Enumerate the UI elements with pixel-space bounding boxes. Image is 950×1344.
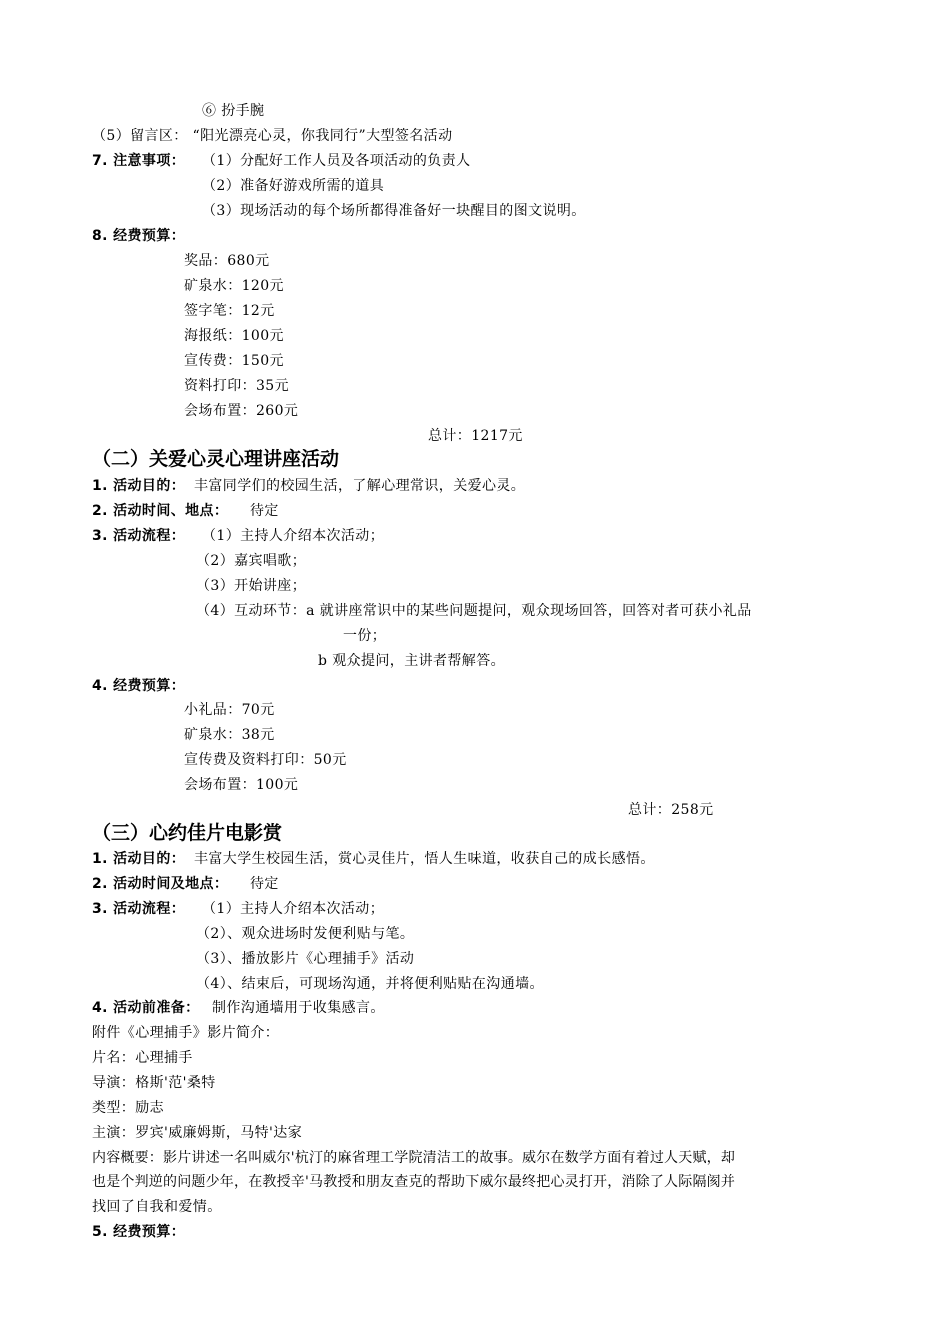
message-area-line: （5）留言区： “阳光漂亮心灵，你我同行”大型签名活动 xyxy=(92,128,453,144)
budget-item: 会场布置：100元 xyxy=(184,777,299,793)
flow-step: 一份； xyxy=(343,628,387,644)
budget-label: 5. 经费预算： xyxy=(92,1224,186,1240)
note-line: （3）现场活动的每个场所都得准备好一块醒目的图文说明。 xyxy=(202,203,586,219)
note-line: （1）分配好工作人员及各项活动的负责人 xyxy=(202,153,471,169)
flow-step: （1）主持人介绍本次活动； xyxy=(202,528,385,544)
flow-step: （2）、观众进场时发便利贴与笔。 xyxy=(196,926,415,942)
time-text: 待定 xyxy=(250,503,279,519)
flow-step: （2）嘉宾唱歌； xyxy=(196,553,307,569)
section-heading: （三）心约佳片电影赏 xyxy=(92,822,283,844)
flow-step: b 观众提问，主讲者帮解答。 xyxy=(318,653,506,669)
section-heading: （二）关爱心灵心理讲座活动 xyxy=(92,448,340,470)
budget-label: 8. 经费预算： xyxy=(92,228,186,244)
film-intro-line: 附件《心理捕手》影片简介： xyxy=(92,1025,280,1041)
film-intro-line: 主演：罗宾'威廉姆斯，马特'达家 xyxy=(92,1125,303,1141)
prep-label: 4. 活动前准备： xyxy=(92,1000,200,1016)
flow-step: （1）主持人介绍本次活动； xyxy=(202,901,385,917)
notes-label: 7. 注意事项： xyxy=(92,153,186,169)
activity-item-6: ⑥ 扮手腕 xyxy=(202,103,265,119)
flow-step: （3）、播放影片《心理捕手》活动 xyxy=(196,951,415,967)
note-line: （2）准备好游戏所需的道具 xyxy=(202,178,385,194)
purpose-text: 丰富大学生校园生活，赏心灵佳片，悟人生味道，收获自己的成长感悟。 xyxy=(194,851,655,867)
film-intro-line: 导演：格斯'范'桑特 xyxy=(92,1075,216,1091)
flow-label: 3. 活动流程： xyxy=(92,901,186,917)
purpose-label: 1. 活动目的： xyxy=(92,478,186,494)
time-label: 2. 活动时间及地点： xyxy=(92,876,229,892)
time-text: 待定 xyxy=(250,876,279,892)
film-summary-line: 找回了自我和爱情。 xyxy=(92,1199,222,1215)
budget-total: 总计：1217元 xyxy=(428,428,523,444)
budget-item: 资料打印：35元 xyxy=(184,378,290,394)
flow-step: （4）互动环节：a 就讲座常识中的某些问题提问，观众现场回答，回答对者可获小礼品 xyxy=(196,603,752,619)
budget-item: 矿泉水：120元 xyxy=(184,278,284,294)
prep-text: 制作沟通墙用于收集感言。 xyxy=(212,1000,385,1016)
budget-item: 会场布置：260元 xyxy=(184,403,299,419)
budget-item: 宣传费及资料打印：50元 xyxy=(184,752,347,768)
film-intro-line: 片名：心理捕手 xyxy=(92,1050,193,1066)
budget-item: 宣传费：150元 xyxy=(184,353,284,369)
flow-step: （3）开始讲座； xyxy=(196,578,307,594)
film-summary-line: 内容概要：影片讲述一名叫威尔'杭汀的麻省理工学院清洁工的故事。威尔在数学方面有着过人天赋，却 xyxy=(92,1150,736,1166)
budget-item: 奖品：680元 xyxy=(184,253,270,269)
budget-item: 签字笔：12元 xyxy=(184,303,275,319)
budget-total: 总计：258元 xyxy=(628,802,714,818)
budget-item: 小礼品：70元 xyxy=(184,702,275,718)
budget-item: 海报纸：100元 xyxy=(184,328,284,344)
flow-step: （4）、结束后，可现场沟通，并将便利贴贴在沟通墙。 xyxy=(196,976,544,992)
budget-label: 4. 经费预算： xyxy=(92,678,186,694)
budget-item: 矿泉水：38元 xyxy=(184,727,275,743)
purpose-text: 丰富同学们的校园生活，了解心理常识，关爱心灵。 xyxy=(194,478,526,494)
purpose-label: 1. 活动目的： xyxy=(92,851,186,867)
film-intro-line: 类型：励志 xyxy=(92,1100,164,1116)
time-label: 2. 活动时间、地点： xyxy=(92,503,229,519)
film-summary-line: 也是个判逆的问题少年，在教授辛'马教授和朋友查克的帮助下威尔最终把心灵打开，消除了人际隔阂并 xyxy=(92,1174,736,1190)
flow-label: 3. 活动流程： xyxy=(92,528,186,544)
